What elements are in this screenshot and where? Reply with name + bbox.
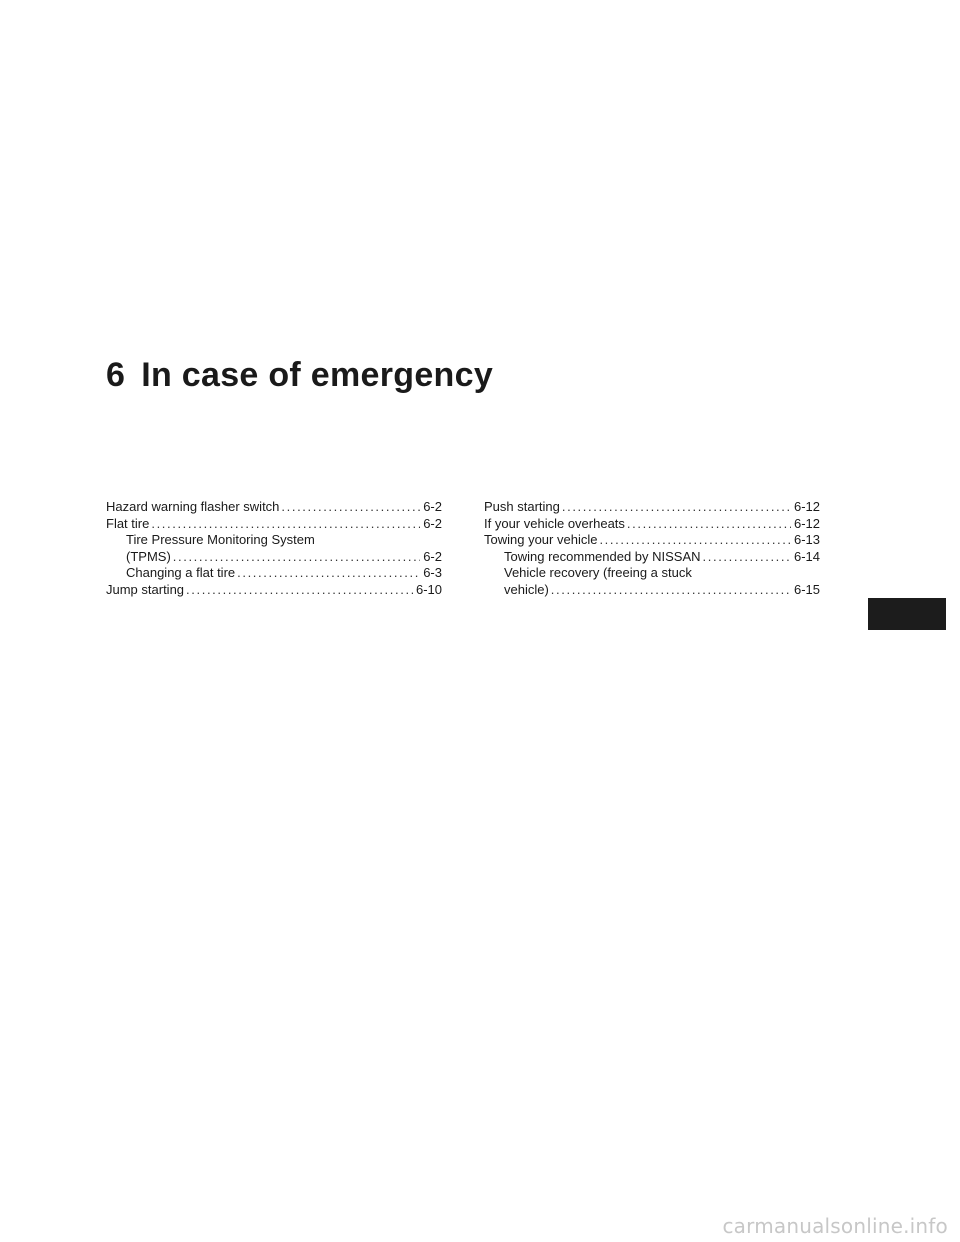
- toc-entry[interactable]: [484, 516, 820, 533]
- dot-leader: [151, 516, 420, 533]
- toc-entry-page: 6-13: [793, 532, 820, 547]
- dot-leader: [562, 499, 791, 516]
- toc-entry-label: Towing your vehicle: [484, 532, 598, 547]
- toc-subentry[interactable]: [106, 565, 442, 582]
- toc-entry-page: 6-12: [793, 499, 820, 514]
- dot-leader: [186, 582, 413, 599]
- chapter-title-text: In case of emergency: [141, 356, 494, 394]
- dot-leader: [551, 582, 791, 599]
- toc-subentry-line1[interactable]: [484, 565, 820, 582]
- toc-entry-page: 6-3: [423, 565, 442, 580]
- chapter-number: 6: [106, 356, 126, 394]
- toc-subentry[interactable]: [106, 549, 442, 566]
- dot-leader: [627, 516, 791, 533]
- dot-leader: [281, 499, 420, 516]
- toc-subentry[interactable]: [484, 582, 820, 599]
- toc-entry[interactable]: [106, 582, 442, 599]
- toc-entry-page: 6-15: [793, 581, 820, 597]
- toc-entry-label: vehicle): [504, 581, 549, 597]
- toc-entry-label: Towing recommended by NISSAN: [504, 548, 701, 564]
- toc-subentry-line1[interactable]: [106, 532, 442, 549]
- toc-entry-label: Flat tire: [106, 515, 150, 531]
- toc-entry-label: Vehicle recovery (freeing a stuck: [504, 565, 692, 580]
- watermark: carmanualsonline.info: [722, 1214, 948, 1238]
- dot-leader: [237, 565, 420, 582]
- toc-right-column: [484, 499, 820, 598]
- toc-subentry[interactable]: [484, 549, 820, 566]
- toc-entry-page: 6-14: [793, 548, 820, 564]
- toc-entry[interactable]: [106, 516, 442, 533]
- toc-entry-page: 6-10: [415, 581, 442, 597]
- toc-entry-label: Tire Pressure Monitoring System: [126, 532, 315, 547]
- toc-left-column: [106, 499, 442, 598]
- toc-entry-label: Hazard warning flasher switch: [106, 499, 280, 514]
- toc-entry-label: (TPMS): [126, 548, 171, 564]
- toc-entry-page: 6-2: [423, 548, 442, 564]
- chapter-thumb-tab: [868, 598, 946, 630]
- chapter-title: [106, 356, 493, 395]
- toc-entry-label: Push starting: [484, 499, 560, 514]
- toc-entry-page: 6-2: [423, 499, 442, 514]
- toc-entry-label: Jump starting: [106, 581, 185, 597]
- toc-entry-label: Changing a flat tire: [126, 565, 236, 580]
- toc-entry-page: 6-12: [793, 515, 820, 531]
- toc-entry[interactable]: [106, 499, 442, 516]
- toc-entry-label: If your vehicle overheats: [484, 515, 625, 531]
- toc-entry-page: 6-2: [423, 515, 442, 531]
- toc-entry[interactable]: [484, 499, 820, 516]
- dot-leader: [703, 549, 791, 566]
- dot-leader: [173, 549, 420, 566]
- toc-entry[interactable]: [484, 532, 820, 549]
- dot-leader: [599, 532, 791, 549]
